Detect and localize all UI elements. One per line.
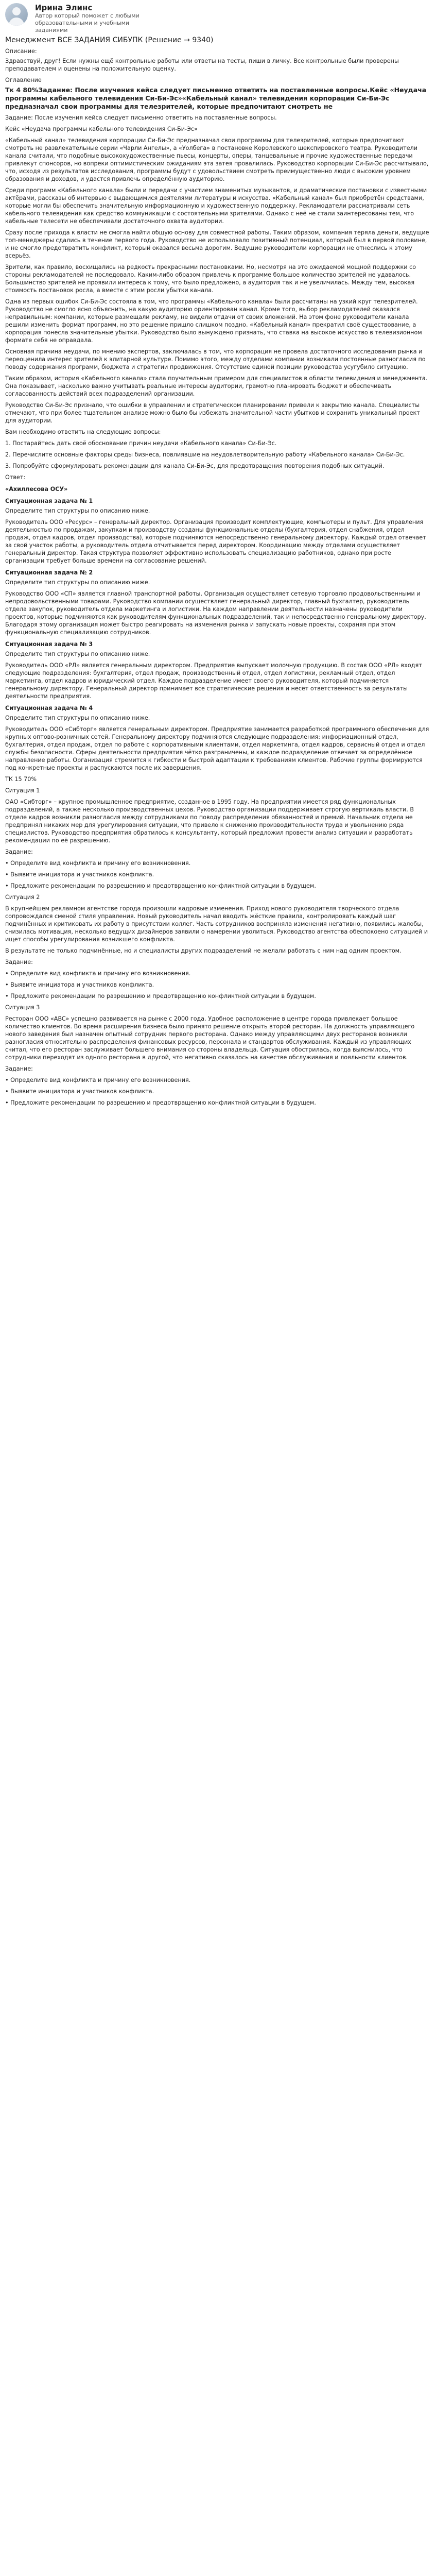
situation-title: Ситуационная задача № 2: [5, 569, 93, 576]
task-1-assignment: Задание: После изучения кейса следует письменно ответить на поставленные вопросы.: [5, 114, 277, 121]
case-paragraph: Среди программ «Кабельного канала» были и передачи с участием знаменитых музыкантов, и драматические постановки с известными актёрами, рассказы об интервью с выдающимися деятелями литературы и искусства. «Кабельный канал» был приобретён средствами, которые могли бы обеспечить значительную информационную и художественную поддержку. Рекламодатели рассматривали сеть кабельного телевидения как средство коммуникации с состоятельными зрителями. Однако с неё не стали заинтересованы тем, что кабельные телесети не обеспечивали достаточного охвата аудитории.: [5, 187, 427, 225]
case-paragraph: Сразу после прихода к власти не смогла найти общую основу для совместной работы. Таким образом, компания теряла деньги, ведущие топ-менеджеры сдались в течение первого года. Руководство не использовало позитивный потенциал, который был в первой половине, и не смогло предотвратить конфликт, который оказался весьма дорогим. Ведущие руководители корпорации не отнеслись к этому всерьёз.: [5, 229, 429, 259]
case-paragraph: Зрители, как правило, восхищались на редкость прекрасными постановками. Но, несмотря на это ожидаемой мощной поддержки со стороны рекламодателей не последовало. Каким-либо образом привлечь к программе большое количество зрителей не удавалось. Большинство зрителей не проявили интереса к тому, что было предложено, а аудитория так и не увеличилась. Между тем, высокая стоимость постановок росла, а вместе с этим росли убытки канала.: [5, 264, 416, 294]
situation-question: Определите тип структуры по описанию ниже.: [5, 579, 150, 586]
assignment-item: • Определите вид конфликта и причину его возникновения.: [5, 970, 191, 977]
situation-question: Определите тип структуры по описанию ниже.: [5, 507, 150, 514]
task-1-title[interactable]: Тк 4 80%Задание: После изучения кейса следует письменно ответить на поставленные вопросы.Кейс «Неудача программы кабельного телевидения Си-Би-Эс»«Кабельный канал» телевидения корпорации Си-Би-Эс предназначал свои программы для телезрителей, которые предпочитают смотреть не: [5, 86, 427, 110]
situation-text: В результате не только подчинённые, но и специалисты других подразделений не желали работать с ним над одним проектом.: [5, 947, 402, 954]
question: 3. Попробуйте сформулировать рекомендации для канала Си-Би-Эс, для предотвращения повторения подобных ситуаций.: [5, 463, 385, 469]
situation-question: Определите тип структуры по описанию ниже.: [5, 715, 150, 721]
assignment-label: Задание:: [5, 1065, 33, 1072]
situation-question: Определите тип структуры по описанию ниже.: [5, 651, 150, 657]
situation-text: Руководитель ООО «Сибторг» является генеральным директором. Предприятие занимается разработкой программного обеспечения для крупных оптово-розничных сетей. Генеральному директору подчиняются следующие подразделения: информационный отдел, бухгалтерия, отдел продаж, отдел по работе с корпоративными клиентами, отдел маркетинга, отдел кадров, сервисный отдел и отдел службы безопасности. Сферы деятельности предприятия чётко разграничены, и каждое подразделение отвечает за определённое направление работы. Организация стремится к гибкости и быстрой адаптации к требованиям клиентов. Рабочие группы формируются под конкретные проекты и распускаются после их завершения.: [5, 726, 429, 771]
assignment-item: • Предложите рекомендации по разрешению и предотвращению конфликтной ситуации в будущем.: [5, 883, 316, 889]
assignment-item: • Определите вид конфликта и причину его возникновения.: [5, 1077, 191, 1083]
author-header: [5, 2, 431, 34]
situation-text: Руководитель ООО «Ресурс» – генеральный директор. Организация производит комплектующие, компьютеры и пульт. Для управления деятельностью по продажам, закупкам и производству созданы функциональные отделы (бухгалтерия, отдел снабжения, отдел продаж, отдел кадров, отдел производства), которые подчиняются непосредственно генеральному директору. Каждый отдел отвечает за свой участок работы, а руководитель отдела отчитывается перед директором. Координацию между отделами осуществляет генеральный директор. Такая структура позволяет эффективно использовать специализацию работников, однако при росте организации требует больше времени на согласование решений.: [5, 519, 426, 564]
situation-label: Ситуация 1: [5, 787, 40, 794]
case-paragraph: Основная причина неудачи, по мнению экспертов, заключалась в том, что корпорация не провела достаточного исследования рынка и переоценила интерес зрителей к элитарной культуре. Помимо этого, между отделами компании возникали постоянные разногласия по поводу содержания программ, бюджета и стратегии продвижения. Отсутствие единой позиции руководства усугубило ситуацию.: [5, 348, 426, 370]
situation-text: Руководство ООО «СП» является главной транспортной работы. Организация осуществляет сетевую торговлю продовольственными и непродовольственными товарами. Руководство компании осуществляет генеральный директор, главный бухгалтер, руководитель отдела закупок, руководитель отдела маркетинга и логистики. На каждом направлении деятельности назначены руководители проектов, которые подчиняются как руководителям функциональных подразделений, так и непосредственно генеральному директору. Благодаря этому организация может быстро реагировать на изменения рынка и запускать новые проекты, сохраняя при этом функциональную специализацию сотрудников.: [5, 590, 426, 636]
situation-title: Ситуационная задача № 4: [5, 705, 93, 711]
case-paragraph: Таким образом, история «Кабельного канала» стала поучительным примером для специалистов в области телевидения и менеджмента. Она показывает, насколько важно учитывать реальные интересы аудитории, грамотно планировать бюджет и обеспечивать согласованность действий всех подразделений организации.: [5, 375, 428, 397]
author-description: Автор который поможет с любыми образовательными и учебными заданиями: [35, 12, 139, 33]
situation-title: Ситуационная задача № 1: [5, 498, 93, 504]
assignment-item: • Определите вид конфликта и причину его возникновения.: [5, 860, 191, 867]
question: 1. Постарайтесь дать своё обоснование причин неудачи «Кабельного канала» Си-Би-Эс.: [5, 440, 277, 447]
author-name[interactable]: Ирина Элинс: [35, 3, 93, 12]
situation-text: ОАО «Сибторг» – крупное промышленное предприятие, созданное в 1995 году. На предприятии имеется ряд функциональных подразделений, а также несколько производственных цехов. Руководство организации поддерживает строгую вертикаль власти. В отделе кадров возникли разногласия между сотрудниками по поводу распределения обязанностей и премий. Начальник отдела не предпринял никаких мер для урегулирования ситуации, что привело к снижению производительности труда и увольнению ряда специалистов. Руководство предприятия обратилось к консультанту, который предложил провести анализ ситуации и разработать рекомендации по её разрешению.: [5, 799, 414, 844]
assignment-item: • Предложите рекомендации по разрешению и предотвращению конфликтной ситуации в будущем.: [5, 1099, 316, 1106]
case-title: Кейс «Неудача программы кабельного телевидения Си-Би-Эс»: [5, 126, 198, 132]
assignment-item: • Выявите инициатора и участников конфликта.: [5, 1088, 154, 1095]
case-paragraph: Руководство Си-Би-Эс признало, что ошибки в управлении и стратегическом планировании привели к закрытию канала. Специалисты отмечают, что при более тщательном анализе можно было бы избежать значительной части убытков и сохранить уникальный проект для аудитории.: [5, 402, 420, 424]
assignment-label: Задание:: [5, 959, 33, 965]
situation-title: Ситуационная задача № 3: [5, 641, 93, 648]
questions-label: Вам необходимо ответить на следующие вопросы:: [5, 429, 161, 435]
description-text: Здравствуй, друг! Если нужны ещё контрольные работы или ответы на тесты, пиши в личку. Все контрольные были проверены преподавателем и оценены на положительную оценку.: [5, 58, 399, 72]
assignment-label: Задание:: [5, 849, 33, 855]
assignment-item: • Предложите рекомендации по разрешению и предотвращению конфликтной ситуации в будущем.: [5, 993, 316, 999]
section-title: «Ахиллесова ОСУ»: [5, 486, 68, 493]
assignment-item: • Выявите инициатора и участников конфликта.: [5, 871, 154, 878]
case-paragraph: Одна из первых ошибок Си-Би-Эс состояла в том, что программы «Кабельного канала» были рассчитаны на узкий круг телезрителей. Руководство не смогло ясно объяснить, на какую аудиторию ориентирован канал. Кроме того, выбор рекламодателей оказался неправильным: компании, которые размещали рекламу, не видели отдачи от своих вложений. На этом фоне руководители канала решили изменить формат программ, но это решение пришло слишком поздно. «Кабельный канал» прекратил своё существование, а корпорация понесла значительные убытки. Руководство было вынуждено признать, что ставка на высокое искусство в телевизионном формате себя не оправдала.: [5, 298, 422, 344]
situation-label: Ситуация 3: [5, 1004, 40, 1011]
avatar[interactable]: [5, 3, 28, 26]
description-label: Описание:: [5, 48, 37, 55]
question: 2. Перечислите основные факторы среды бизнеса, повлиявшие на неудовлетворительную работу «Кабельного канала» Си-Би-Эс.: [5, 451, 405, 458]
answer-label: Ответ:: [5, 474, 26, 481]
author-info: [35, 2, 153, 34]
toc-label: Оглавление: [5, 77, 42, 83]
page-title: Менеджмент ВСЕ ЗАДАНИЯ СИБУПК (Решение → 9340): [5, 36, 214, 44]
situation-label: Ситуация 2: [5, 894, 40, 901]
assignment-item: • Выявите инициатора и участников конфликта.: [5, 981, 154, 988]
situation-text: Ресторан ООО «ABC» успешно развивается на рынке с 2000 года. Удобное расположение в центре города привлекает большое количество клиентов. Во время расширения бизнеса было принято решение открыть второй ресторан. На должность управляющего нового заведения был назначен опытный сотрудник первого ресторана. Однако между управляющими двух ресторанов возникли разногласия относительно распределения финансовых ресурсов, персонала и стандартов обслуживания. Каждый из управляющих считал, что его ресторан заслуживает большего внимания со стороны владельца. Ситуация обострилась, когда выяснилось, что сотрудники переходят из одного ресторана в другой, что негативно сказалось на качестве обслуживания и лояльности клиентов.: [5, 1015, 415, 1061]
situation-text: В крупнейшем рекламном агентстве города произошли кадровые изменения. Приход нового руководителя творческого отдела сопровождался сменой стиля управления. Новый руководитель начал вводить жёсткие правила, контролировать каждый шаг подчинённых и критиковать их работу в присутствии коллег. Часть сотрудников восприняла изменения негативно, появились жалобы, снизилась мотивация, несколько ведущих дизайнеров заявили о намерении уволиться. Руководство агентства обеспокоено ситуацией и ищет способы урегулирования возникшего конфликта.: [5, 905, 428, 943]
situation-text: Руководитель ООО «РЛ» является генеральным директором. Предприятие выпускает молочную продукцию. В состав ООО «РЛ» входят следующие подразделения: бухгалтерия, отдел продаж, производственный отдел, отдел логистики, рекламный отдел, отдел маркетинга, отдел кадров и юридический отдел. Каждое подразделение имеет своего руководителя, который подчиняется генеральному директору. Генеральный директор принимает все стратегические решения и несёт ответственность за результаты деятельности предприятия.: [5, 662, 422, 700]
page: [0, 0, 436, 1121]
score-line: ТК 15 70%: [5, 776, 37, 783]
case-paragraph: «Кабельный канал» телевидения корпорации Си-Би-Эс предназначал свои программы для телезрителей, которые предпочитают смотреть не развлекательные серии «Чарли Ангелы», а «Уолбега» в постановке Королевского шекспировского театра. Руководители канала считали, что подобные высокохудожественные пьесы, концерты, оперы, танцевальные и прочие художественные передачи привлекут спонсоров, но вопреки оптимистическим ожиданиям эта затея провалилась. Руководство корпорации Си-Би-Эс рассчитывало, что, исходя из результатов исследования, программы будут с удовольствием смотреть преимущественно люди с высоким уровнем образования и доходов, и удастся привлечь определённую аудиторию.: [5, 137, 429, 182]
